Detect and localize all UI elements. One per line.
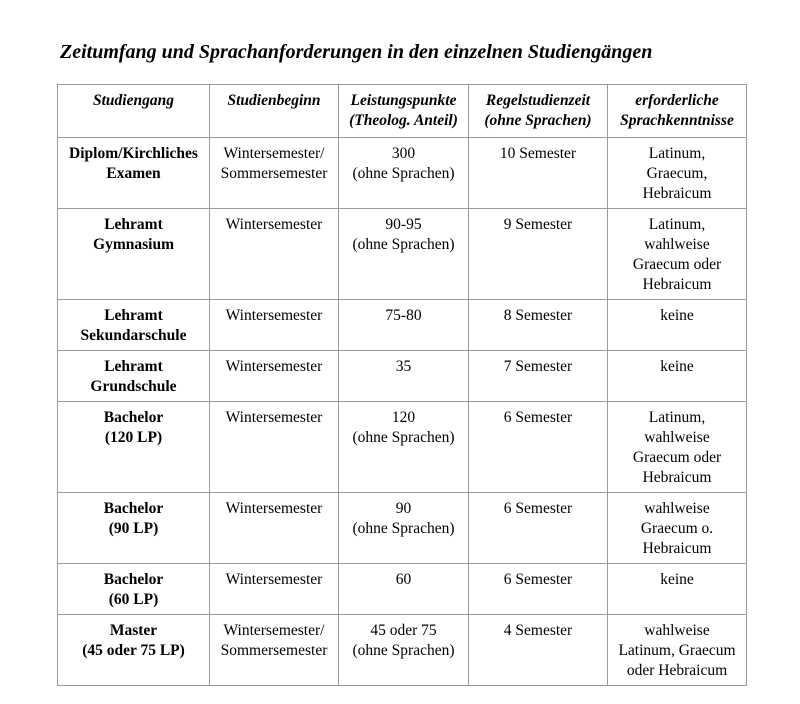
- cell-regelstudienzeit: 4 Semester: [469, 615, 608, 686]
- table-row: [58, 564, 747, 615]
- cell-studienbeginn: Wintersemester/ Sommersemester: [210, 615, 339, 686]
- cell-sprachkenntnisse: keine: [608, 300, 747, 351]
- table-row: [58, 615, 747, 686]
- cell-regelstudienzeit: 10 Semester: [469, 138, 608, 209]
- cell-studiengang: Lehramt Sekundarschule: [58, 300, 210, 351]
- header-leistungspunkte: Leistungspunkte (Theolog. Anteil): [339, 85, 469, 138]
- cell-sprachkenntnisse: keine: [608, 351, 747, 402]
- cell-studiengang: Diplom/Kirchliches Examen: [58, 138, 210, 209]
- study-programs-table: [57, 84, 747, 686]
- cell-studiengang: Bachelor (90 LP): [58, 493, 210, 564]
- cell-studienbeginn: Wintersemester: [210, 300, 339, 351]
- cell-sprachkenntnisse: wahlweise Latinum, Graecum oder Hebraicum: [608, 615, 747, 686]
- cell-studienbeginn: Wintersemester: [210, 564, 339, 615]
- cell-studienbeginn: Wintersemester/ Sommersemester: [210, 138, 339, 209]
- cell-leistungspunkte: 90-95 (ohne Sprachen): [339, 209, 469, 300]
- table-row: [58, 209, 747, 300]
- cell-sprachkenntnisse: Latinum, wahlweise Graecum oder Hebraicum: [608, 402, 747, 493]
- cell-leistungspunkte: 300 (ohne Sprachen): [339, 138, 469, 209]
- cell-studiengang: Lehramt Grundschule: [58, 351, 210, 402]
- cell-studienbeginn: Wintersemester: [210, 351, 339, 402]
- cell-regelstudienzeit: 8 Semester: [469, 300, 608, 351]
- cell-sprachkenntnisse: wahlweise Graecum o. Hebraicum: [608, 493, 747, 564]
- cell-leistungspunkte: 45 oder 75 (ohne Sprachen): [339, 615, 469, 686]
- cell-leistungspunkte: 75-80: [339, 300, 469, 351]
- table-row: [58, 402, 747, 493]
- header-studienbeginn: Studienbeginn: [210, 85, 339, 138]
- cell-regelstudienzeit: 6 Semester: [469, 564, 608, 615]
- cell-regelstudienzeit: 6 Semester: [469, 402, 608, 493]
- cell-regelstudienzeit: 7 Semester: [469, 351, 608, 402]
- cell-sprachkenntnisse: keine: [608, 564, 747, 615]
- cell-sprachkenntnisse: Latinum, Graecum, Hebraicum: [608, 138, 747, 209]
- cell-studienbeginn: Wintersemester: [210, 209, 339, 300]
- cell-leistungspunkte: 120 (ohne Sprachen): [339, 402, 469, 493]
- cell-studiengang: Lehramt Gymnasium: [58, 209, 210, 300]
- table-row: [58, 300, 747, 351]
- cell-leistungspunkte: 60: [339, 564, 469, 615]
- cell-regelstudienzeit: 6 Semester: [469, 493, 608, 564]
- cell-sprachkenntnisse: Latinum, wahlweise Graecum oder Hebraicum: [608, 209, 747, 300]
- cell-leistungspunkte: 90 (ohne Sprachen): [339, 493, 469, 564]
- table-row: [58, 493, 747, 564]
- table-row: [58, 351, 747, 402]
- header-regelstudienzeit: Regelstudienzeit (ohne Sprachen): [469, 85, 608, 138]
- table-row: [58, 138, 747, 209]
- table-header-row: [58, 85, 747, 138]
- cell-studiengang: Bachelor (120 LP): [58, 402, 210, 493]
- cell-studiengang: Bachelor (60 LP): [58, 564, 210, 615]
- cell-studienbeginn: Wintersemester: [210, 402, 339, 493]
- page-title: Zeitumfang und Sprachanforderungen in den einzelnen Studiengängen: [60, 41, 653, 63]
- header-sprachkenntnisse: erforderliche Sprachkenntnisse: [608, 85, 747, 138]
- cell-studienbeginn: Wintersemester: [210, 493, 339, 564]
- cell-regelstudienzeit: 9 Semester: [469, 209, 608, 300]
- header-studiengang: Studiengang: [58, 85, 210, 138]
- cell-leistungspunkte: 35: [339, 351, 469, 402]
- cell-studiengang: Master (45 oder 75 LP): [58, 615, 210, 686]
